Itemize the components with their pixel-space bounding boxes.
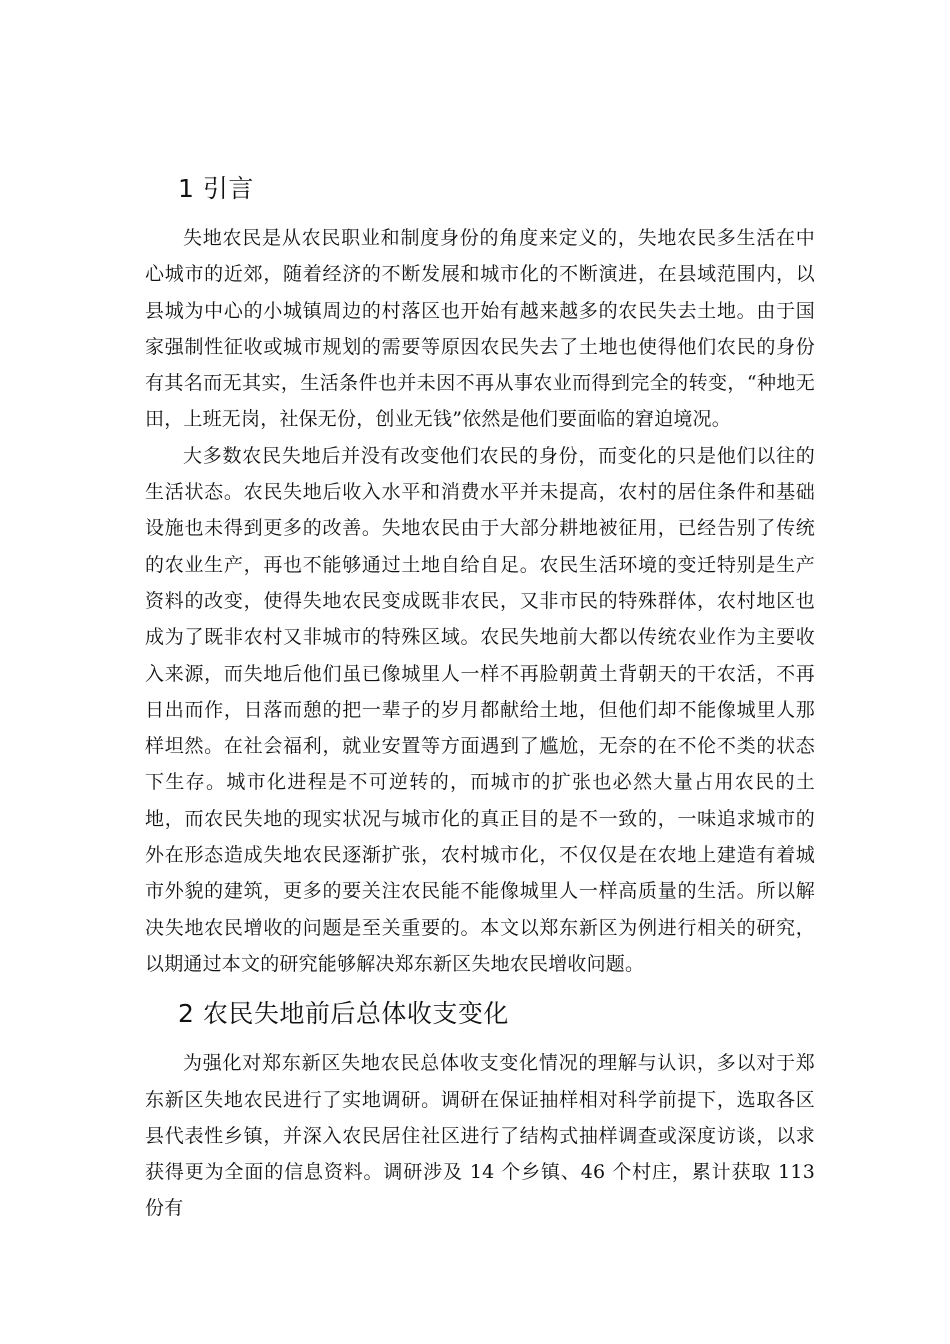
paragraph-income-1: 为强化对郑东新区失地农民总体收支变化情况的理解与认识，多以对于郑东新区失地农民进行了实地调研。调研在保证抽样相对科学前提下，选取各区县代表性乡镇，并深入农民居住社区进行了结构式抽样调查或深度访谈，以求获得更为全面的信息资料。调研涉及 14 个乡镇、46 个村庄，累计获取 113 份有 [145, 1052, 815, 1220]
section-heading-income-change: 2 农民失地前后总体收支变化 [178, 999, 509, 1029]
section-heading-introduction: 1 引言 [178, 174, 254, 203]
paragraph-intro-1: 失地农民是从农民职业和制度身份的角度来定义的，失地农民多生活在中心城市的近郊，随着经济的不断发展和城市化的不断演进，在县域范围内，以县城为中心的小城镇周边的村落区也开始有越来越多的农民失去土地。由于国家强制性征收或城市规划的需要等原因农民失去了土地也使得他们农民的身份有其名而无其实，生活条件也并未因不再从事农业而得到完全的转变，“种地无田，上班无岗，社保无份，创业无钱”依然是他们要面临的窘迫境况。 [145, 227, 815, 431]
paragraph-intro-2: 大多数农民失地后并没有改变他们农民的身份，而变化的只是他们以往的生活状态。农民失地后收入水平和消费水平并未提高，农村的居住条件和基础设施也未得到更多的改善。失地农民由于大部分耕地被征用，已经告别了传统的农业生产，再也不能够通过土地自给自足。农民生活环境的变迁特别是生产资料的改变，使得失地农民变成既非农民，又非市民的特殊群体，农村地区也成为了既非农村又非城市的特殊区域。农民失地前大都以传统农业作为主要收入来源，而失地后他们虽已像城里人一样不再脸朝黄土背朝天的干农活，不再日出而作，日落而憩的把一辈子的岁月都献给土地，但他们却不能像城里人那样坦然。在社会福利，就业安置等方面遇到了尴尬，无奈的在不伦不类的状态下生存。城市化进程是不可逆转的，而城市的扩张也必然大量占用农民的土地，而农民失地的现实状况与城市化的真正目的是不一致的，一味追求城市的外在形态造成失地农民逐渐扩张，农村城市化，不仅仅是在农地上建造有着城市外貌的建筑，更多的要关注农民能不能像城里人一样高质量的生活。所以解决失地农民增收的问题是至关重要的。本文以郑东新区为例进行相关的研究，以期通过本文的研究能够解决郑东新区失地农民增收问题。 [145, 444, 815, 975]
document-page [145, 0, 815, 1227]
